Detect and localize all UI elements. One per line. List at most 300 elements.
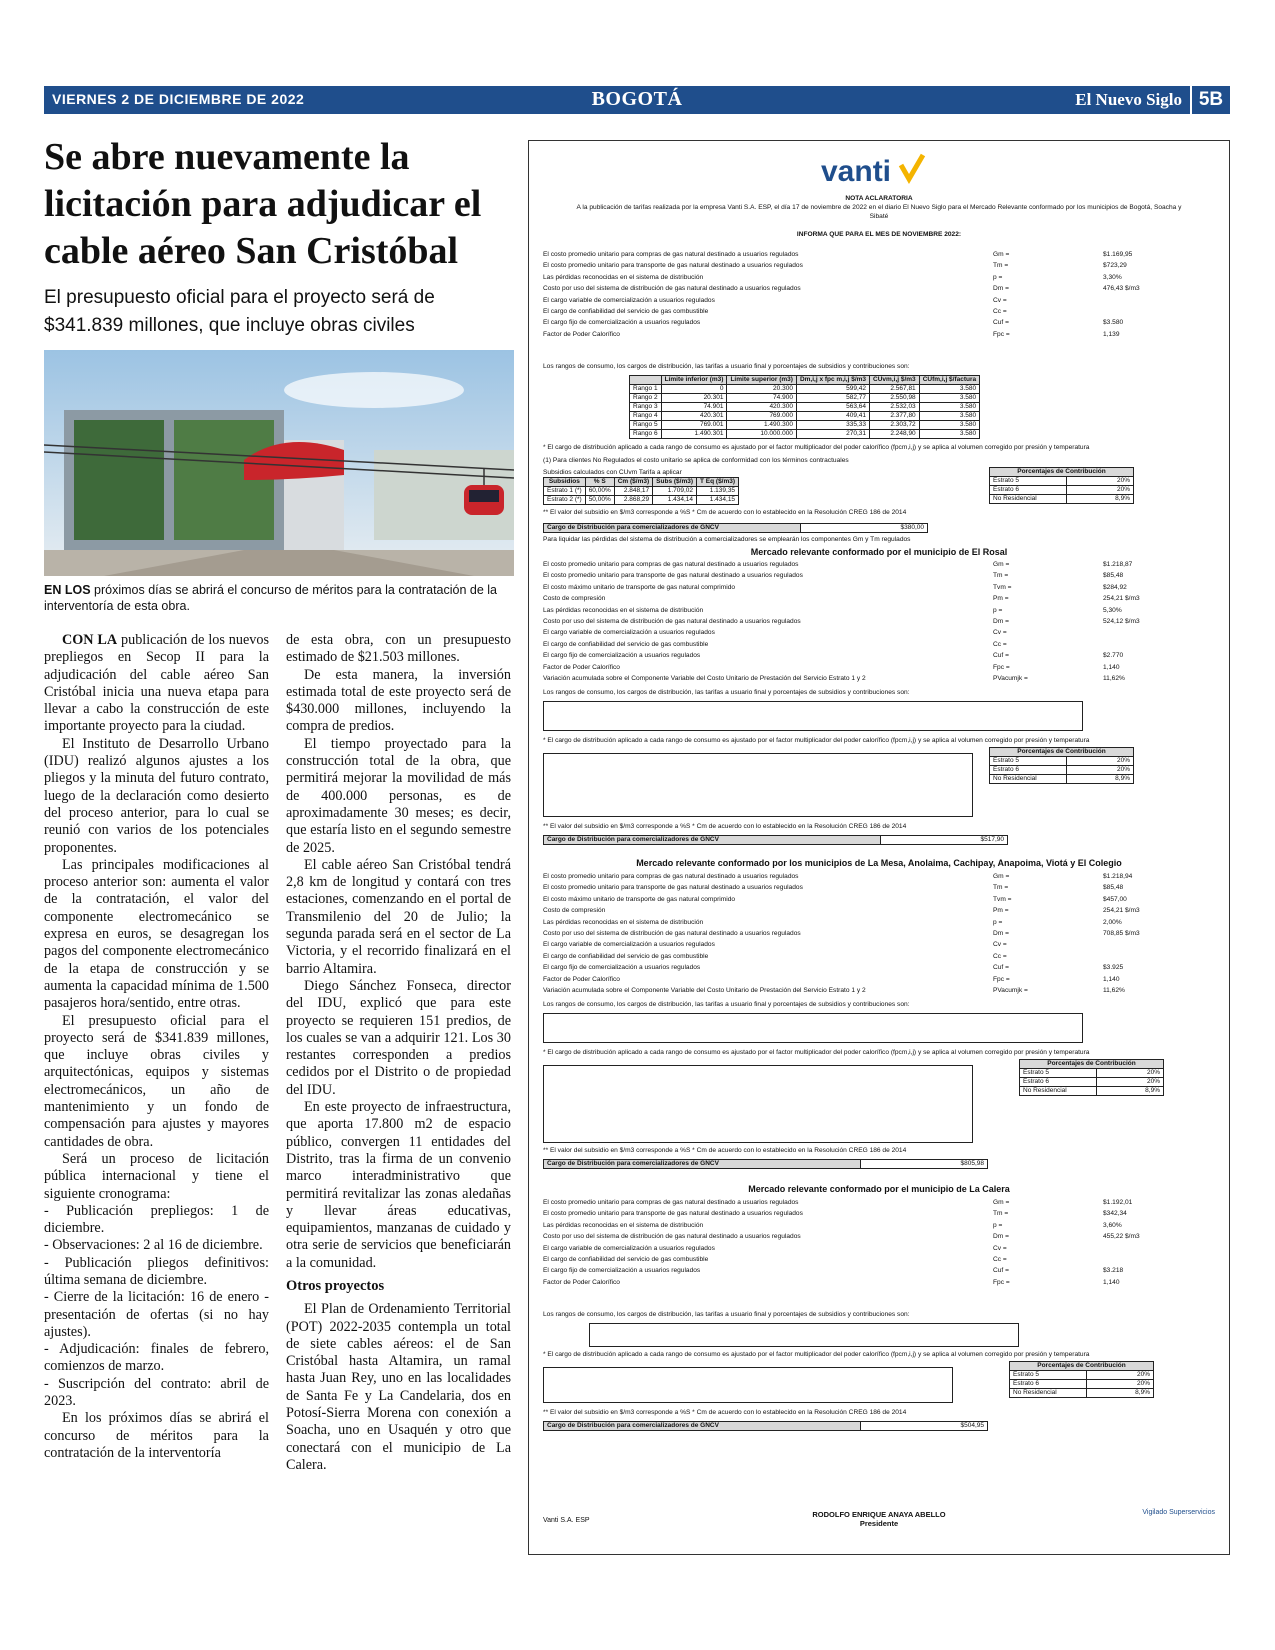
value-symbol: Pm = — [993, 907, 1009, 915]
schedule-item: - Publicación prepliegos: 1 de diciembre. — [44, 1202, 269, 1237]
value-label: El cargo variable de comercialización a usuarios regulados — [543, 1244, 715, 1252]
value-row — [543, 896, 1203, 907]
value-label: El cargo de confiabilidad del servicio de gas combustible — [543, 952, 709, 960]
table-cell: 20% — [1097, 1069, 1164, 1078]
value-label: El cargo de confiabilidad del servicio de gas combustible — [543, 1255, 709, 1263]
value-label: El costo promedio unitario para compras de gas natural destinado a usuarios regulados — [543, 873, 799, 880]
schedule-item: - Cierre de la licitación: 16 de enero - presentación de ofertas (si no hay ajustes). — [44, 1289, 269, 1340]
value-label: El costo promedio unitario para transporte de gas natural destinado a usuarios regulados — [543, 884, 803, 892]
table-header-cell: CUvm,i,j $/m3 — [870, 376, 920, 385]
value-symbol: Gm = — [993, 873, 1010, 880]
value-label: Factor de Poder Calorífico — [543, 663, 620, 671]
signature-block — [529, 1511, 1229, 1528]
table-cell: 60,00% — [585, 487, 614, 496]
table-cell: 74.901 — [661, 403, 727, 412]
table-cell: 582,77 — [796, 394, 869, 403]
value-symbol: Cuf = — [993, 319, 1009, 327]
value-row — [543, 1279, 1203, 1290]
table-cell: 2.248,90 — [870, 430, 920, 439]
value-label: El cargo fijo de comercialización a usuarios regulados — [543, 652, 701, 660]
value-symbol: Tvm = — [993, 583, 1012, 591]
value-symbol: PVacumjk = — [993, 986, 1028, 994]
value-symbol: Dm = — [993, 929, 1009, 937]
value-row — [543, 572, 1203, 583]
gncv-table — [543, 1421, 988, 1431]
value-label: Factor de Poder Calorífico — [543, 1278, 620, 1286]
table-cell: 2.532,03 — [870, 403, 920, 412]
table-row — [990, 477, 1134, 486]
value-amount: $3.218 — [1103, 1267, 1124, 1275]
value-row — [543, 618, 1203, 629]
value-label: El costo promedio unitario para compras de gas natural destinado a usuarios regulados — [543, 251, 799, 258]
table-header-cell: Dm,i,j x fpc m,i,j $/m3 — [796, 376, 869, 385]
value-row — [543, 884, 1203, 895]
table-header-cell: T Eq ($/m3) — [697, 478, 739, 487]
value-symbol: Tm = — [993, 262, 1009, 270]
cargo-note: * El cargo de distribución aplicado a cada rango de consumo es ajustado por el factor multiplicador del poder calorífico (fpcm,i,j) y se aplica al volumen corregido por presión y temperatura — [543, 737, 1090, 744]
value-row — [543, 953, 1203, 964]
perdidas-note: Para liquidar las pérdidas del sistema de distribución a comercializadores se emplearán los componentes Gm y Tm regulados — [543, 536, 911, 543]
value-amount: $3.580 — [1103, 319, 1124, 327]
value-symbol: Fpc = — [993, 330, 1010, 338]
value-amount: 524,12 $/m3 — [1103, 617, 1140, 625]
gncv-label: Cargo de Distribución para comercializadores de GNCV — [544, 524, 801, 533]
value-amount: 254,21 $/m3 — [1103, 595, 1140, 603]
table-cell: 8,9% — [1067, 775, 1134, 784]
cargo-note: * El cargo de distribución aplicado a cada rango de consumo es ajustado por el factor multiplicador del poder calorífico (fpcm,i,j) y se aplica al volumen corregido por presión y temperatura — [543, 1049, 1090, 1056]
value-row — [543, 1245, 1203, 1256]
caption-lead: EN LOS — [44, 583, 91, 597]
value-row — [543, 607, 1203, 618]
value-row — [543, 664, 1203, 675]
article-subhead: El presupuesto oficial para el proyecto será de $341.839 millones, que incluye obras civiles — [44, 287, 435, 336]
value-label: El cargo variable de comercialización a usuarios regulados — [543, 629, 715, 637]
table-cell: Rango 1 — [630, 385, 662, 394]
gncv-value: $805,98 — [861, 1160, 988, 1169]
paragraph: El presupuesto oficial para el proyecto será de $341.839 millones, que incluye obras civiles y arquitectónicas, equipos y sistemas electromecánicos, un año de mantenimiento y un fondo de compensación para ajustes y mayores cantidades de obra. — [44, 1012, 269, 1150]
table-header-cell: Porcentajes de Contribución — [990, 748, 1134, 757]
value-symbol: Cuf = — [993, 964, 1009, 972]
table-header-cell: Subsidios — [544, 478, 586, 487]
value-symbol: Cuf = — [993, 652, 1009, 660]
table-cell: Estrato 5 — [1010, 1371, 1087, 1380]
subsidio-note: ** El valor del subsidio en $/m3 corresponde a %S * Cm de acuerdo con lo establecido en la Resolución CREG 186 de 2014 — [543, 1409, 907, 1416]
table-cell: 1.139,35 — [697, 487, 739, 496]
paragraph: de esta obra, con un presupuesto estimado de $21.503 millones. — [286, 632, 511, 666]
svg-text:vanti: vanti — [821, 155, 892, 188]
value-symbol: Cc = — [993, 952, 1007, 960]
table-cell: No Residencial — [1010, 1389, 1087, 1398]
table-cell: 409,41 — [796, 412, 869, 421]
table-cell: 1.490.300 — [727, 421, 796, 430]
table-cell: 2.868,29 — [614, 496, 652, 505]
table-cell: 20% — [1097, 1078, 1164, 1087]
table-cell: 3.580 — [919, 412, 979, 421]
gncv-value: $380,00 — [801, 524, 928, 533]
value-label: El cargo de confiabilidad del servicio de gas combustible — [543, 640, 709, 648]
value-symbol: Tm = — [993, 1210, 1009, 1218]
table-cell: 20% — [1087, 1371, 1154, 1380]
table-cell: 20% — [1067, 766, 1134, 775]
table-header-cell: Límite inferior (m3) — [661, 376, 727, 385]
notice-intro: A la publicación de tarifas realizada por la empresa Vanti S.A. ESP, el día 17 de noviembre de 2022 en el diario El Nuevo Siglo para el Mercado Relevante conformado por los municipios de Bogotá, Soacha y Sibaté — [576, 204, 1182, 220]
value-symbol: Cv = — [993, 629, 1007, 637]
value-amount: 708,85 $/m3 — [1103, 929, 1140, 937]
table-cell: No Residencial — [1020, 1087, 1097, 1096]
table-cell: 3.580 — [919, 403, 979, 412]
value-symbol: Tm = — [993, 572, 1009, 580]
table-header-cell: CUfm,i,j $/factura — [919, 376, 979, 385]
value-amount: $1.169,95 — [1103, 251, 1133, 258]
value-amount: $457,00 — [1103, 895, 1127, 903]
table-cell: 20.300 — [727, 385, 796, 394]
value-amount: $85,48 — [1103, 884, 1124, 892]
value-label: El costo máximo unitario de transporte de gas natural comprimido — [543, 583, 736, 591]
value-row — [543, 629, 1203, 640]
table-cell: 8,9% — [1067, 495, 1134, 504]
value-label: Variación acumulada sobre el Componente Variable del Costo Unitario de Prestación del Servicio Estrato 1 y 2 — [543, 674, 866, 682]
gncv-label: Cargo de Distribución para comercializadores de GNCV — [544, 1160, 861, 1169]
company-name: Vanti S.A. ESP — [543, 1517, 590, 1524]
value-row — [543, 652, 1203, 663]
table-row — [990, 495, 1134, 504]
value-label: Las pérdidas reconocidas en el sistema de distribución — [543, 1221, 704, 1229]
table-cell: Estrato 1 (*) — [544, 487, 586, 496]
value-label: El costo promedio unitario para compras de gas natural destinado a usuarios regulados — [543, 1199, 799, 1206]
value-row — [543, 919, 1203, 930]
mesa-title: Mercado relevante conformado por los municipios de La Mesa, Anolaima, Cachipay, Anapoima, Viotá y El Colegio — [636, 858, 1122, 868]
value-label: Costo de compresión — [543, 595, 606, 603]
paragraph: El cable aéreo San Cristóbal tendrá 2,8 km de longitud y contará con tres estaciones, comenzando en el portal de Transmilenio del 20 de Julio; la segunda parada será en el sector de La Victoria, y el recorrido finalizará en el barrio Altamira. — [286, 856, 511, 977]
value-amount: $2.770 — [1103, 652, 1124, 660]
rosal-subsidios-table — [543, 753, 973, 817]
value-symbol: Cc = — [993, 640, 1007, 648]
table-cell: 769.001 — [661, 421, 727, 430]
table-cell: 20.301 — [661, 394, 727, 403]
table-cell: 1.709,02 — [653, 487, 697, 496]
value-label: Costo de compresión — [543, 907, 606, 915]
value-symbol: Tm = — [993, 884, 1009, 892]
value-amount: 1,140 — [1103, 663, 1120, 671]
table-cell: Rango 6 — [630, 430, 662, 439]
value-label: El cargo variable de comercialización a usuarios regulados — [543, 941, 715, 949]
value-amount: 476,43 $/m3 — [1103, 285, 1140, 293]
cable-car-photo — [44, 350, 514, 576]
rosal-rangos-table — [543, 701, 1083, 731]
table-cell: 2.567,81 — [870, 385, 920, 394]
table-cell: 0 — [661, 385, 727, 394]
signer-name: RODOLFO ENRIQUE ANAYA ABELLO — [812, 1510, 946, 1519]
value-label: El costo promedio unitario para compras de gas natural destinado a usuarios regulados — [543, 561, 799, 568]
contribucion-table — [989, 747, 1134, 784]
table-cell: 2.303,72 — [870, 421, 920, 430]
gncv-label: Cargo de Distribución para comercializadores de GNCV — [544, 836, 881, 845]
value-label: El cargo variable de comercialización a usuarios regulados — [543, 296, 715, 304]
value-symbol: p = — [993, 918, 1003, 926]
table-row — [1010, 1371, 1154, 1380]
table-row — [990, 486, 1134, 495]
photo-caption — [44, 582, 514, 614]
value-label: El costo promedio unitario para transporte de gas natural destinado a usuarios regulados — [543, 1210, 803, 1218]
value-label: Las pérdidas reconocidas en el sistema de distribución — [543, 273, 704, 281]
value-row — [543, 274, 1203, 285]
value-row — [543, 331, 1203, 342]
table-cell: Estrato 6 — [1010, 1380, 1087, 1389]
table-row — [1020, 1087, 1164, 1096]
gncv-table — [543, 1159, 988, 1169]
table-cell: Estrato 5 — [990, 477, 1067, 486]
table-cell: 769.000 — [727, 412, 796, 421]
article-column-1 — [44, 632, 269, 1462]
paragraph: El tiempo proyectado para la construcción total de la obra, que permitirá mejorar la movilidad de más de 400.000 personas, es de aproximadamente 30 meses; es decir, que estaría listo en el segundo semestre de 2025. — [286, 735, 511, 856]
paragraph: En este proyecto de infraestructura, que aporta 17.800 m2 de espacio público, convergen 11 entidades del Distrito, tras la firma de un convenio marco interadministrativo que permitirá revitalizar las zonas aledañas y llevar áreas educativas, equipamientos, manzanas de cuidado y otra serie de servicios que beneficiarán a la comunidad. — [286, 1099, 511, 1271]
vanti-notice — [528, 140, 1230, 1555]
value-label: El cargo fijo de comercialización a usuarios regulados — [543, 319, 701, 327]
table-row — [544, 496, 739, 505]
value-label: El costo promedio unitario para transporte de gas natural destinado a usuarios regulados — [543, 262, 803, 270]
subheading-otros: Otros proyectos — [286, 1277, 385, 1294]
table-cell: 3.580 — [919, 394, 979, 403]
value-amount: $284,92 — [1103, 583, 1127, 591]
paragraph: publicación de los nuevos prepliegos en Secop II para la adjudicación del cable aéreo San Cristóbal inicia una nueva etapa para llevar a cabo la construcción de este importante proyecto para la ciudad. — [44, 632, 269, 735]
value-symbol: Gm = — [993, 1199, 1010, 1206]
paragraph: De esta manera, la inversión estimada total de este proyecto será de $430.000 millones, incluyendo la compra de predios. — [286, 666, 511, 735]
value-label: Factor de Poder Calorífico — [543, 975, 620, 983]
table-header-cell — [630, 376, 662, 385]
value-amount: 3,60% — [1103, 1221, 1122, 1229]
value-amount: 455,22 $/m3 — [1103, 1233, 1140, 1241]
table-row — [1020, 1078, 1164, 1087]
value-amount: 3,30% — [1103, 273, 1122, 281]
article-headline: Se abre nuevamente la licitación para adjudicar el cable aéreo San Cristóbal — [44, 136, 482, 272]
table-cell: 20% — [1067, 757, 1134, 766]
value-row — [543, 1222, 1203, 1233]
table-cell: 420.300 — [727, 403, 796, 412]
schedule-item: - Observaciones: 2 al 16 de diciembre. — [44, 1237, 263, 1254]
table-cell: 270,31 — [796, 430, 869, 439]
value-row — [543, 595, 1203, 606]
value-amount: $1.218,94 — [1103, 873, 1133, 880]
calera-values — [543, 1199, 1203, 1290]
value-row — [543, 976, 1203, 987]
table-cell: 3.580 — [919, 421, 979, 430]
value-amount: $723,29 — [1103, 262, 1127, 270]
value-symbol: p = — [993, 606, 1003, 614]
table-row — [630, 385, 980, 394]
table-cell: 20% — [1067, 486, 1134, 495]
value-symbol: Dm = — [993, 617, 1009, 625]
value-symbol: Gm = — [993, 251, 1010, 258]
value-label: Factor de Poder Calorífico — [543, 330, 620, 338]
value-amount: $1.192,01 — [1103, 1199, 1133, 1206]
paragraph: En los próximos días se abrirá el concurso de méritos para la contratación de la interventoría — [44, 1410, 269, 1461]
value-amount: $1.218,87 — [1103, 561, 1133, 568]
table-cell: 2.848,17 — [614, 487, 652, 496]
lead-in: CON LA — [62, 632, 118, 648]
value-amount: 254,21 $/m3 — [1103, 907, 1140, 915]
gncv-value: $517,90 — [881, 836, 1008, 845]
informa-title: INFORMA QUE PARA EL MES DE NOVIEMBRE 2022: — [796, 231, 962, 238]
table-cell: 420.301 — [661, 412, 727, 421]
value-symbol: Fpc = — [993, 1278, 1010, 1286]
contribucion-table — [1019, 1059, 1164, 1096]
contribucion-table — [1009, 1361, 1154, 1398]
paragraph: El Plan de Ordenamiento Territorial (POT) 2022-2035 contempla un total de siete cables aéreos: el de San Cristóbal hasta Altamira, un ramal hasta Juan Rey, uno en las localidades de Santa Fe y La Candelaria, dos en Potosí-Sierra Morena con conexión a Soacha, uno en Usaquén y otro que conectará con el municipio de La Calera. — [286, 1301, 511, 1473]
table-cell: 8,9% — [1087, 1389, 1154, 1398]
value-symbol: Dm = — [993, 285, 1009, 293]
value-row — [543, 907, 1203, 918]
newspaper-name: El Nuevo Siglo — [1075, 90, 1182, 109]
signer-role: Presidente — [859, 1518, 899, 1528]
table-header-cell: Porcentajes de Contribución — [1010, 1362, 1154, 1371]
cargo-note: * El cargo de distribución aplicado a cada rango de consumo es ajustado por el factor multiplicador del poder calorífico (fpcm,i,j) y se aplica al volumen corregido por presión y temperatura — [543, 1351, 1090, 1358]
table-cell: 74.900 — [727, 394, 796, 403]
value-row — [543, 251, 1203, 262]
value-symbol: Pm = — [993, 595, 1009, 603]
value-label: El costo máximo unitario de transporte de gas natural comprimido — [543, 895, 736, 903]
gncv-table — [543, 523, 928, 533]
section-title: BOGOTÁ — [591, 88, 683, 110]
table-row — [1010, 1389, 1154, 1398]
table-cell: Estrato 5 — [990, 757, 1067, 766]
value-label: El cargo fijo de comercialización a usuarios regulados — [543, 964, 701, 972]
vanti-logo — [819, 151, 949, 191]
nota-aclaratoria: NOTA ACLARATORIA — [845, 195, 913, 202]
table-row — [630, 430, 980, 439]
value-symbol: Cv = — [993, 296, 1007, 304]
calera-title: Mercado relevante conformado por el municipio de La Calera — [748, 1184, 1010, 1194]
issue-date: VIERNES 2 DE DICIEMBRE DE 2022 — [52, 91, 305, 107]
table-cell: 2.377,80 — [870, 412, 920, 421]
mesa-subsidios-table — [543, 1065, 973, 1143]
value-symbol: Gm = — [993, 561, 1010, 568]
value-symbol: PVacumjk = — [993, 674, 1028, 682]
table-cell: No Residencial — [990, 775, 1067, 784]
table-cell: 1.434,15 — [697, 496, 739, 505]
value-symbol: Cc = — [993, 307, 1007, 315]
table-cell: 3.580 — [919, 430, 979, 439]
table-cell: Estrato 6 — [990, 486, 1067, 495]
value-symbol: Cv = — [993, 941, 1007, 949]
table-header-cell: Cm ($/m3) — [614, 478, 652, 487]
table-header-cell: Porcentajes de Contribución — [1020, 1060, 1164, 1069]
table-row — [544, 487, 739, 496]
table-row — [990, 766, 1134, 775]
value-row — [543, 941, 1203, 952]
value-row — [543, 675, 1203, 686]
value-amount: $342,34 — [1103, 1210, 1127, 1218]
value-label: Costo por uso del sistema de distribución de gas natural destinado a usuarios regulados — [543, 929, 801, 937]
calera-rangos-table — [589, 1323, 1019, 1347]
table-row — [990, 775, 1134, 784]
subsidios-table — [543, 477, 739, 505]
value-amount: $85,48 — [1103, 572, 1124, 580]
page-number: 5B — [1190, 86, 1230, 114]
caption-text: próximos días se abrirá el concurso de méritos para la contratación de la interventoría de esta obra. — [44, 583, 498, 613]
value-label: Costo por uso del sistema de distribución de gas natural destinado a usuarios regulados — [543, 1233, 801, 1241]
gncv-table — [543, 835, 1008, 845]
table-row — [630, 394, 980, 403]
table-cell: Rango 4 — [630, 412, 662, 421]
table-cell: 599,42 — [796, 385, 869, 394]
value-label: El cargo de confiabilidad del servicio de gas combustible — [543, 307, 709, 315]
table-cell: Estrato 2 (*) — [544, 496, 586, 505]
table-cell: 20% — [1087, 1380, 1154, 1389]
value-row — [543, 641, 1203, 652]
value-row — [543, 561, 1203, 572]
value-row — [543, 1210, 1203, 1221]
gncv-value: $504,95 — [861, 1422, 988, 1431]
value-amount: 11,62% — [1103, 674, 1125, 682]
bogota-values — [543, 251, 1203, 342]
value-amount: 2,00% — [1103, 918, 1122, 926]
value-label: Costo por uso del sistema de distribución de gas natural destinado a usuarios regulados — [543, 285, 801, 293]
rosal-values — [543, 561, 1203, 686]
value-label: Costo por uso del sistema de distribución de gas natural destinado a usuarios regulados — [543, 617, 801, 625]
table-cell: 10.000.000 — [727, 430, 796, 439]
value-row — [543, 1233, 1203, 1244]
value-amount: 1,139 — [1103, 330, 1120, 338]
table-row — [990, 757, 1134, 766]
table-cell: 3.580 — [919, 385, 979, 394]
value-symbol: Cv = — [993, 1244, 1007, 1252]
article-column-2 — [286, 632, 511, 1474]
value-symbol: Cuf = — [993, 1267, 1009, 1275]
value-symbol: Tvm = — [993, 895, 1012, 903]
value-row — [543, 987, 1203, 998]
gncv-label: Cargo de Distribución para comercializadores de GNCV — [544, 1422, 861, 1431]
paragraph: Será un proceso de licitación pública internacional y tiene el siguiente cronograma: — [44, 1150, 269, 1202]
value-label: El costo promedio unitario para transporte de gas natural destinado a usuarios regulados — [543, 572, 803, 580]
schedule-item: - Adjudicación: finales de febrero, comienzos de marzo. — [44, 1341, 269, 1375]
table-header-cell: Porcentajes de Contribución — [990, 468, 1134, 477]
table-cell: Rango 2 — [630, 394, 662, 403]
table-cell: Estrato 5 — [1020, 1069, 1097, 1078]
mesa-values — [543, 873, 1203, 998]
subsidios-text: Subsidios calculados con CUvm Tarifa a aplicar — [543, 469, 682, 476]
contribucion-table — [989, 467, 1134, 504]
value-label: Las pérdidas reconocidas en el sistema de distribución — [543, 918, 704, 926]
value-row — [543, 1267, 1203, 1278]
cargo-note: * El cargo de distribución aplicado a cada rango de consumo es ajustado por el factor multiplicador del poder calorífico (fpcm,i,j) y se aplica al volumen corregido por presión y temperatura — [543, 444, 1090, 451]
table-header-cell: % S — [585, 478, 614, 487]
table-cell: 20% — [1067, 477, 1134, 486]
rangos-text: Los rangos de consumo, los cargos de distribución, las tarifas a usuario final y porcentajes de subsidios y contribuciones son: — [543, 1311, 910, 1318]
schedule-item: - Suscripción del contrato: abril de 2023. — [44, 1375, 269, 1410]
value-symbol: p = — [993, 273, 1003, 281]
rangos-table — [629, 375, 980, 439]
value-row — [543, 930, 1203, 941]
value-symbol: Fpc = — [993, 663, 1010, 671]
table-cell: 2.550,98 — [870, 394, 920, 403]
value-symbol: p = — [993, 1221, 1003, 1229]
value-row — [543, 319, 1203, 330]
value-row — [543, 285, 1203, 296]
table-row — [1020, 1069, 1164, 1078]
table-cell: Estrato 6 — [1020, 1078, 1097, 1087]
mesa-rangos-table — [543, 1013, 1083, 1043]
table-cell: 1.434,14 — [653, 496, 697, 505]
value-row — [543, 1256, 1203, 1267]
table-cell: No Residencial — [990, 495, 1067, 504]
paragraph: Diego Sánchez Fonseca, director del IDU, explicó que para este proyecto se requieren 151 predios, de los cuales se van a adquirir 121. Los 30 restantes corresponden a predios cedidos por el Distrito o de propiedad del IDU. — [286, 977, 511, 1098]
value-label: El cargo fijo de comercialización a usuarios regulados — [543, 1267, 701, 1275]
paragraph: Las principales modificaciones al proceso anterior son: aumenta el valor de la contratación, el valor del componente electromecánico se expresa en euros, se desagregan los pagos del componente electromecánico de la etapa de construcción y se aumenta la capacidad mínima de 1.500 pasajeros hora/sentido, entre otras. — [44, 856, 269, 1012]
table-cell: 335,33 — [796, 421, 869, 430]
value-label: Las pérdidas reconocidas en el sistema de distribución — [543, 606, 704, 614]
table-cell: 563,64 — [796, 403, 869, 412]
value-amount: 11,62% — [1103, 986, 1125, 994]
